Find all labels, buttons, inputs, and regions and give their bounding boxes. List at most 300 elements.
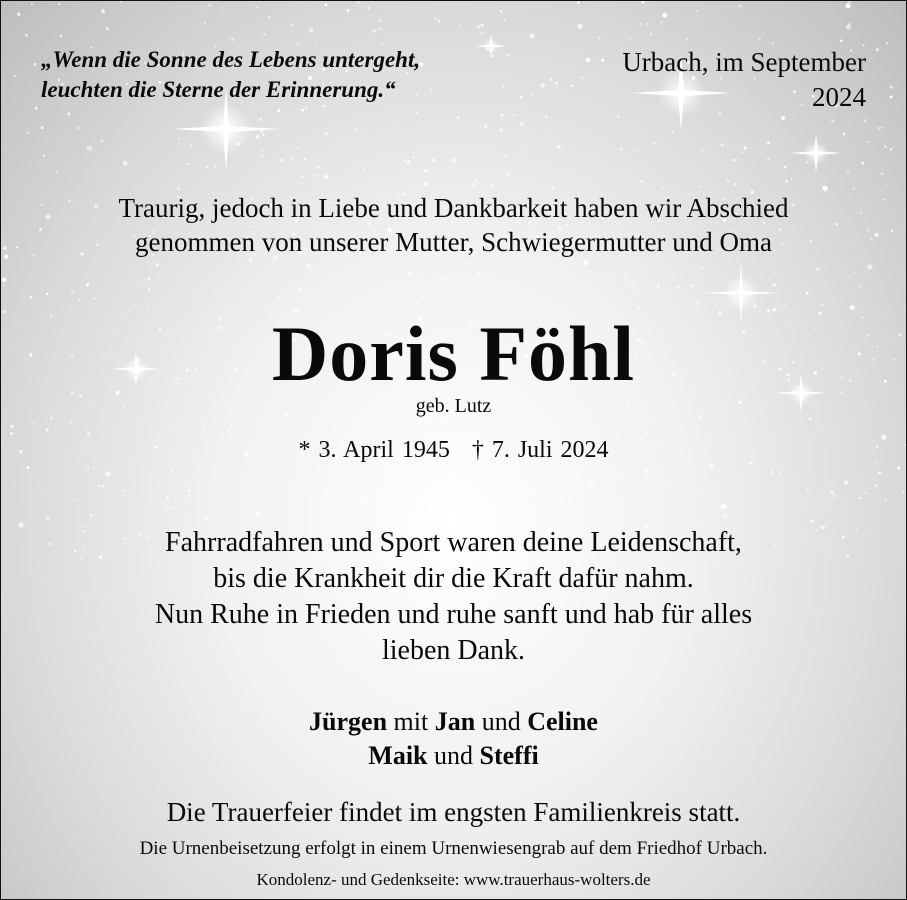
place-line: Urbach, im September [622,47,866,77]
star-dot [281,159,284,162]
star-dot [504,19,506,21]
star-dot [631,422,633,424]
star-dot [636,150,638,152]
mourner-name: Celine [527,707,598,736]
star-dot [577,1,580,4]
star-dot [204,22,206,24]
condolence-website: Kondolenz- und Gedenkseite: www.trauerhaus-wolters.de [256,870,651,889]
star-dot [640,180,643,183]
star-dot [413,473,415,475]
star-dot [431,291,433,293]
star-dot [779,471,781,473]
star-dot [27,466,30,469]
star-dot [34,63,37,66]
star-dot [878,471,881,474]
mourners-line [1,705,906,739]
star-dot [424,182,427,185]
star-dot [46,516,50,520]
star-dot [457,116,460,119]
star-dot [816,268,819,271]
verse-line: bis die Krankheit dir die Kraft dafür nahm. [213,563,694,594]
star-dot [531,94,533,96]
star-dot [890,96,893,99]
star-dot [301,176,303,178]
star-dot [357,1,359,3]
star-dot [741,151,743,153]
star-dot [188,495,191,498]
star-dot [318,495,320,497]
star-dot [378,19,380,21]
star-dot [297,147,299,149]
star-dot [853,484,855,486]
star-dot [864,492,866,494]
star-dot [859,286,861,288]
star-dot [324,4,327,7]
star-dot [229,425,232,428]
star-dot [435,479,437,481]
star-dot [451,515,453,517]
star-dot [187,163,189,165]
star-dot [70,420,73,423]
star-dot [166,497,169,500]
star-dot [554,31,556,33]
star-dot [783,165,786,168]
star-dot [251,420,254,423]
star-dot [313,174,316,177]
star-dot [822,304,824,306]
star-dot [101,9,105,13]
funeral-service-note: Die Trauerfeier findet im engsten Familienkreis statt. [166,797,741,827]
star-dot [529,490,531,492]
intro-line: Traurig, jedoch in Liebe und Dankbarkeit haben wir Abschied [118,193,789,223]
star-dot [657,285,660,288]
verse-line: lieben Dank. [381,635,526,666]
star-dot [631,287,634,290]
star-dot [660,21,662,23]
star-dot [188,489,191,492]
star-dot [690,284,693,287]
star-dot [583,260,588,265]
star-dot [876,48,879,51]
star-dot [584,279,586,281]
star-dot [223,7,226,10]
star-dot [43,155,45,157]
star-dot [481,32,483,34]
star-dot [205,517,208,520]
star-dot [543,131,545,133]
star-dot [853,188,855,190]
star-dot [93,466,95,468]
star-dot [624,277,626,279]
star-dot [214,166,216,168]
star-dot [525,521,528,524]
star-dot [156,263,159,266]
star-dot [620,39,622,41]
star-dot [557,145,561,149]
star-dot [86,283,89,286]
star-dot [312,476,315,479]
star-dot [522,148,524,150]
verse-line: Fahrradfahren und Sport waren deine Leidenschaft, [165,527,742,558]
star-dot [396,470,398,472]
star-dot [416,112,418,114]
star-dot [791,119,793,121]
star-dot [171,507,173,509]
star-dot [312,298,314,300]
star-dot [360,41,362,43]
star-dot [702,489,704,491]
star-dot [501,114,504,117]
star-dot [620,148,623,151]
star-dot [249,259,252,262]
star-dot [60,35,63,38]
star-dot [569,500,571,502]
star-dot [261,130,264,133]
star-dot [589,481,594,486]
star-dot [33,422,35,424]
star-dot [721,504,726,509]
star-dot [758,38,761,41]
star-dot [31,3,33,5]
star-dot [441,278,444,281]
star-dot [848,23,851,26]
star-dot [890,86,893,89]
star-dot [785,180,788,183]
star-dot [738,5,741,8]
star-dot [902,491,904,493]
star-dot [393,514,396,517]
star-dot [687,38,689,40]
star-dot [484,125,487,128]
life-dates [1,435,906,465]
star-dot [890,148,893,151]
star-dot [373,29,376,32]
star-dot [672,131,674,133]
star-dot [346,9,349,12]
star-dot [545,116,547,118]
star-dot [830,491,834,495]
star-dot [46,428,49,431]
star-dot [505,156,507,158]
star-dot [77,127,80,130]
mourner-name: Steffi [479,741,539,770]
star-dot [100,140,103,143]
star-dot [562,482,565,485]
star-dot [500,129,503,132]
star-dot [106,27,109,30]
star-dot [734,183,736,185]
star-dot [743,147,746,150]
mourners-line [1,739,906,773]
star-dot [259,118,262,121]
star-dot [696,302,699,305]
star-dot [773,272,775,274]
star-dot [863,119,866,122]
star-dot [833,481,835,483]
star-dot [378,28,380,30]
star-dot [421,295,424,298]
star-dot [458,522,460,524]
star-dot [41,492,43,494]
star-dot [305,274,307,276]
star-dot [426,489,429,492]
star-dot [28,132,30,134]
star-dot [262,155,264,157]
star-dot [811,520,814,523]
star-dot [611,273,614,276]
star-dot [3,284,5,286]
star-dot [329,264,331,266]
star-dot [345,299,347,301]
star-dot [305,106,308,109]
star-dot [30,296,33,299]
star-dot [617,115,620,118]
star-dot [647,23,649,25]
star-dot [541,83,546,88]
star-dot [273,479,275,481]
star-dot [93,297,95,299]
star-dot [831,120,834,123]
star-dot [767,158,769,160]
star-dot [324,299,326,301]
star-dot [847,171,849,173]
star-dot [772,42,774,44]
intro-line: genommen von unserer Mutter, Schwiegermutter und Oma [134,227,772,257]
star-dot [424,169,427,172]
star-dot [355,480,358,483]
birth-name: geb. Lutz [415,395,492,417]
intro-text [1,191,906,259]
star-dot [403,160,405,162]
star-dot [500,10,502,12]
star-dot [301,109,304,112]
star-dot [35,107,38,110]
star-dot [206,166,208,168]
star-dot [71,291,74,294]
place-and-date [546,45,866,115]
star-dot [207,493,209,495]
star-dot [105,471,110,476]
star-dot [617,479,619,481]
star-dot [76,500,78,502]
star-dot [272,432,274,434]
star-dot [321,512,323,514]
mourners [1,705,906,773]
star-dot [2,278,6,282]
star-dot [721,144,724,147]
star-dot [316,271,318,273]
star-dot [480,23,483,26]
star-dot [102,485,105,488]
star-dot [840,40,843,43]
star-dot [806,488,809,491]
star-dot [56,171,58,173]
star-dot [702,149,704,151]
star-dot [643,511,645,513]
star-dot [477,272,480,275]
star-dot [886,185,888,187]
star-dot [733,159,736,162]
mourner-name: Maik [368,741,428,770]
star-dot [642,1,645,3]
star-dot [148,288,150,290]
star-dot [577,518,579,520]
star-dot [120,1,123,3]
star-dot [209,4,211,6]
star-dot [325,132,328,135]
star-dot [529,33,534,38]
star-dot [885,499,887,501]
star-dot [698,186,700,188]
star-dot [861,162,864,165]
star-dot [640,23,642,25]
star-dot [389,478,391,480]
star-dot [696,10,698,12]
mourner-name: Jürgen [309,707,388,736]
burial-note: Die Urnenbeisetzung erfolgt in einem Urnenwiesengrab auf dem Friedhof Urbach. [139,838,768,859]
star-dot [215,294,217,296]
star-dot [262,150,264,152]
star-dot [692,143,694,145]
star-dot [580,465,584,469]
star-dot [662,188,664,190]
star-dot [406,160,411,165]
star-dot [878,127,881,130]
quote-line: „Wenn die Sonne des Lebens untergeht, [41,47,421,72]
sparkle-star [790,133,842,173]
star-dot [447,186,449,188]
star-dot [203,428,205,430]
star-dot [662,13,667,18]
star-dot [773,283,776,286]
star-dot [156,289,158,291]
connector-text: und [434,741,474,770]
star-dot [291,157,293,159]
star-dot [619,521,622,524]
star-dot [645,473,647,475]
star-dot [897,466,900,469]
star-dot [367,7,369,9]
star-dot [490,184,493,187]
death-date: † 7. Juli 2024 [471,437,609,463]
star-dot [299,288,302,291]
star-dot [355,129,357,131]
star-dot [263,33,266,36]
star-dot [177,187,180,190]
star-dot [438,19,441,22]
star-dot [791,178,793,180]
star-dot [255,512,259,516]
star-dot [781,116,785,120]
star-dot [304,158,306,160]
star-dot [412,156,414,158]
star-dot [256,135,259,138]
star-dot [771,471,774,474]
star-dot [653,142,656,145]
star-dot [197,483,199,485]
star-dot [845,3,850,8]
star-dot [726,179,729,182]
star-dot [621,498,623,500]
connector-text: und [481,707,521,736]
star-dot [366,500,368,502]
memorial-verse [1,525,906,669]
star-dot [547,500,549,502]
star-dot [324,175,329,180]
connector-text: mit [393,707,429,736]
star-dot [432,159,435,162]
star-dot [178,137,180,139]
star-dot [629,38,631,40]
star-dot [767,142,770,145]
star-dot [466,172,468,174]
memorial-quote [41,45,511,105]
star-dot [676,286,679,289]
quote-line: leuchten die Sterne der Erinnerung.“ [41,77,396,102]
star-dot [309,28,313,32]
star-dot [260,515,263,518]
star-dot [875,484,878,487]
star-dot [185,486,187,488]
star-dot [459,25,461,27]
star-dot [507,173,510,176]
star-dot [363,169,365,171]
star-dot [644,468,649,473]
star-dot [701,267,703,269]
star-dot [14,75,16,77]
star-dot [123,161,128,166]
star-dot [881,172,884,175]
star-dot [231,38,234,41]
star-dot [833,495,835,497]
star-dot [859,497,861,499]
star-dot [290,24,293,27]
star-dot [78,299,80,301]
star-dot [190,144,192,146]
star-dot [866,141,868,143]
star-dot [87,466,90,469]
star-dot [315,42,317,44]
star-dot [854,271,856,273]
star-dot [472,183,476,187]
birth-date: * 3. April 1945 [298,437,450,463]
star-dot [228,429,231,432]
star-dot [262,134,264,136]
deceased-name: Doris Föhl [271,310,636,397]
star-dot [469,300,471,302]
star-dot [46,292,49,295]
star-dot [434,18,436,20]
star-dot [520,96,523,99]
star-dot [90,514,93,517]
star-dot [124,490,126,492]
verse-line: Nun Ruhe in Frieden und ruhe sanft und hab für alles [154,599,753,630]
star-dot [171,468,174,471]
star-dot [41,126,44,129]
star-dot [513,114,516,117]
star-dot [723,515,728,520]
star-dot [716,304,718,306]
star-dot [278,297,281,300]
star-dot [451,158,456,163]
star-dot [884,145,886,147]
star-dot [201,13,203,15]
star-dot [407,271,413,277]
star-dot [68,112,71,115]
star-dot [467,261,471,265]
star-dot [277,109,280,112]
star-dot [881,127,883,129]
